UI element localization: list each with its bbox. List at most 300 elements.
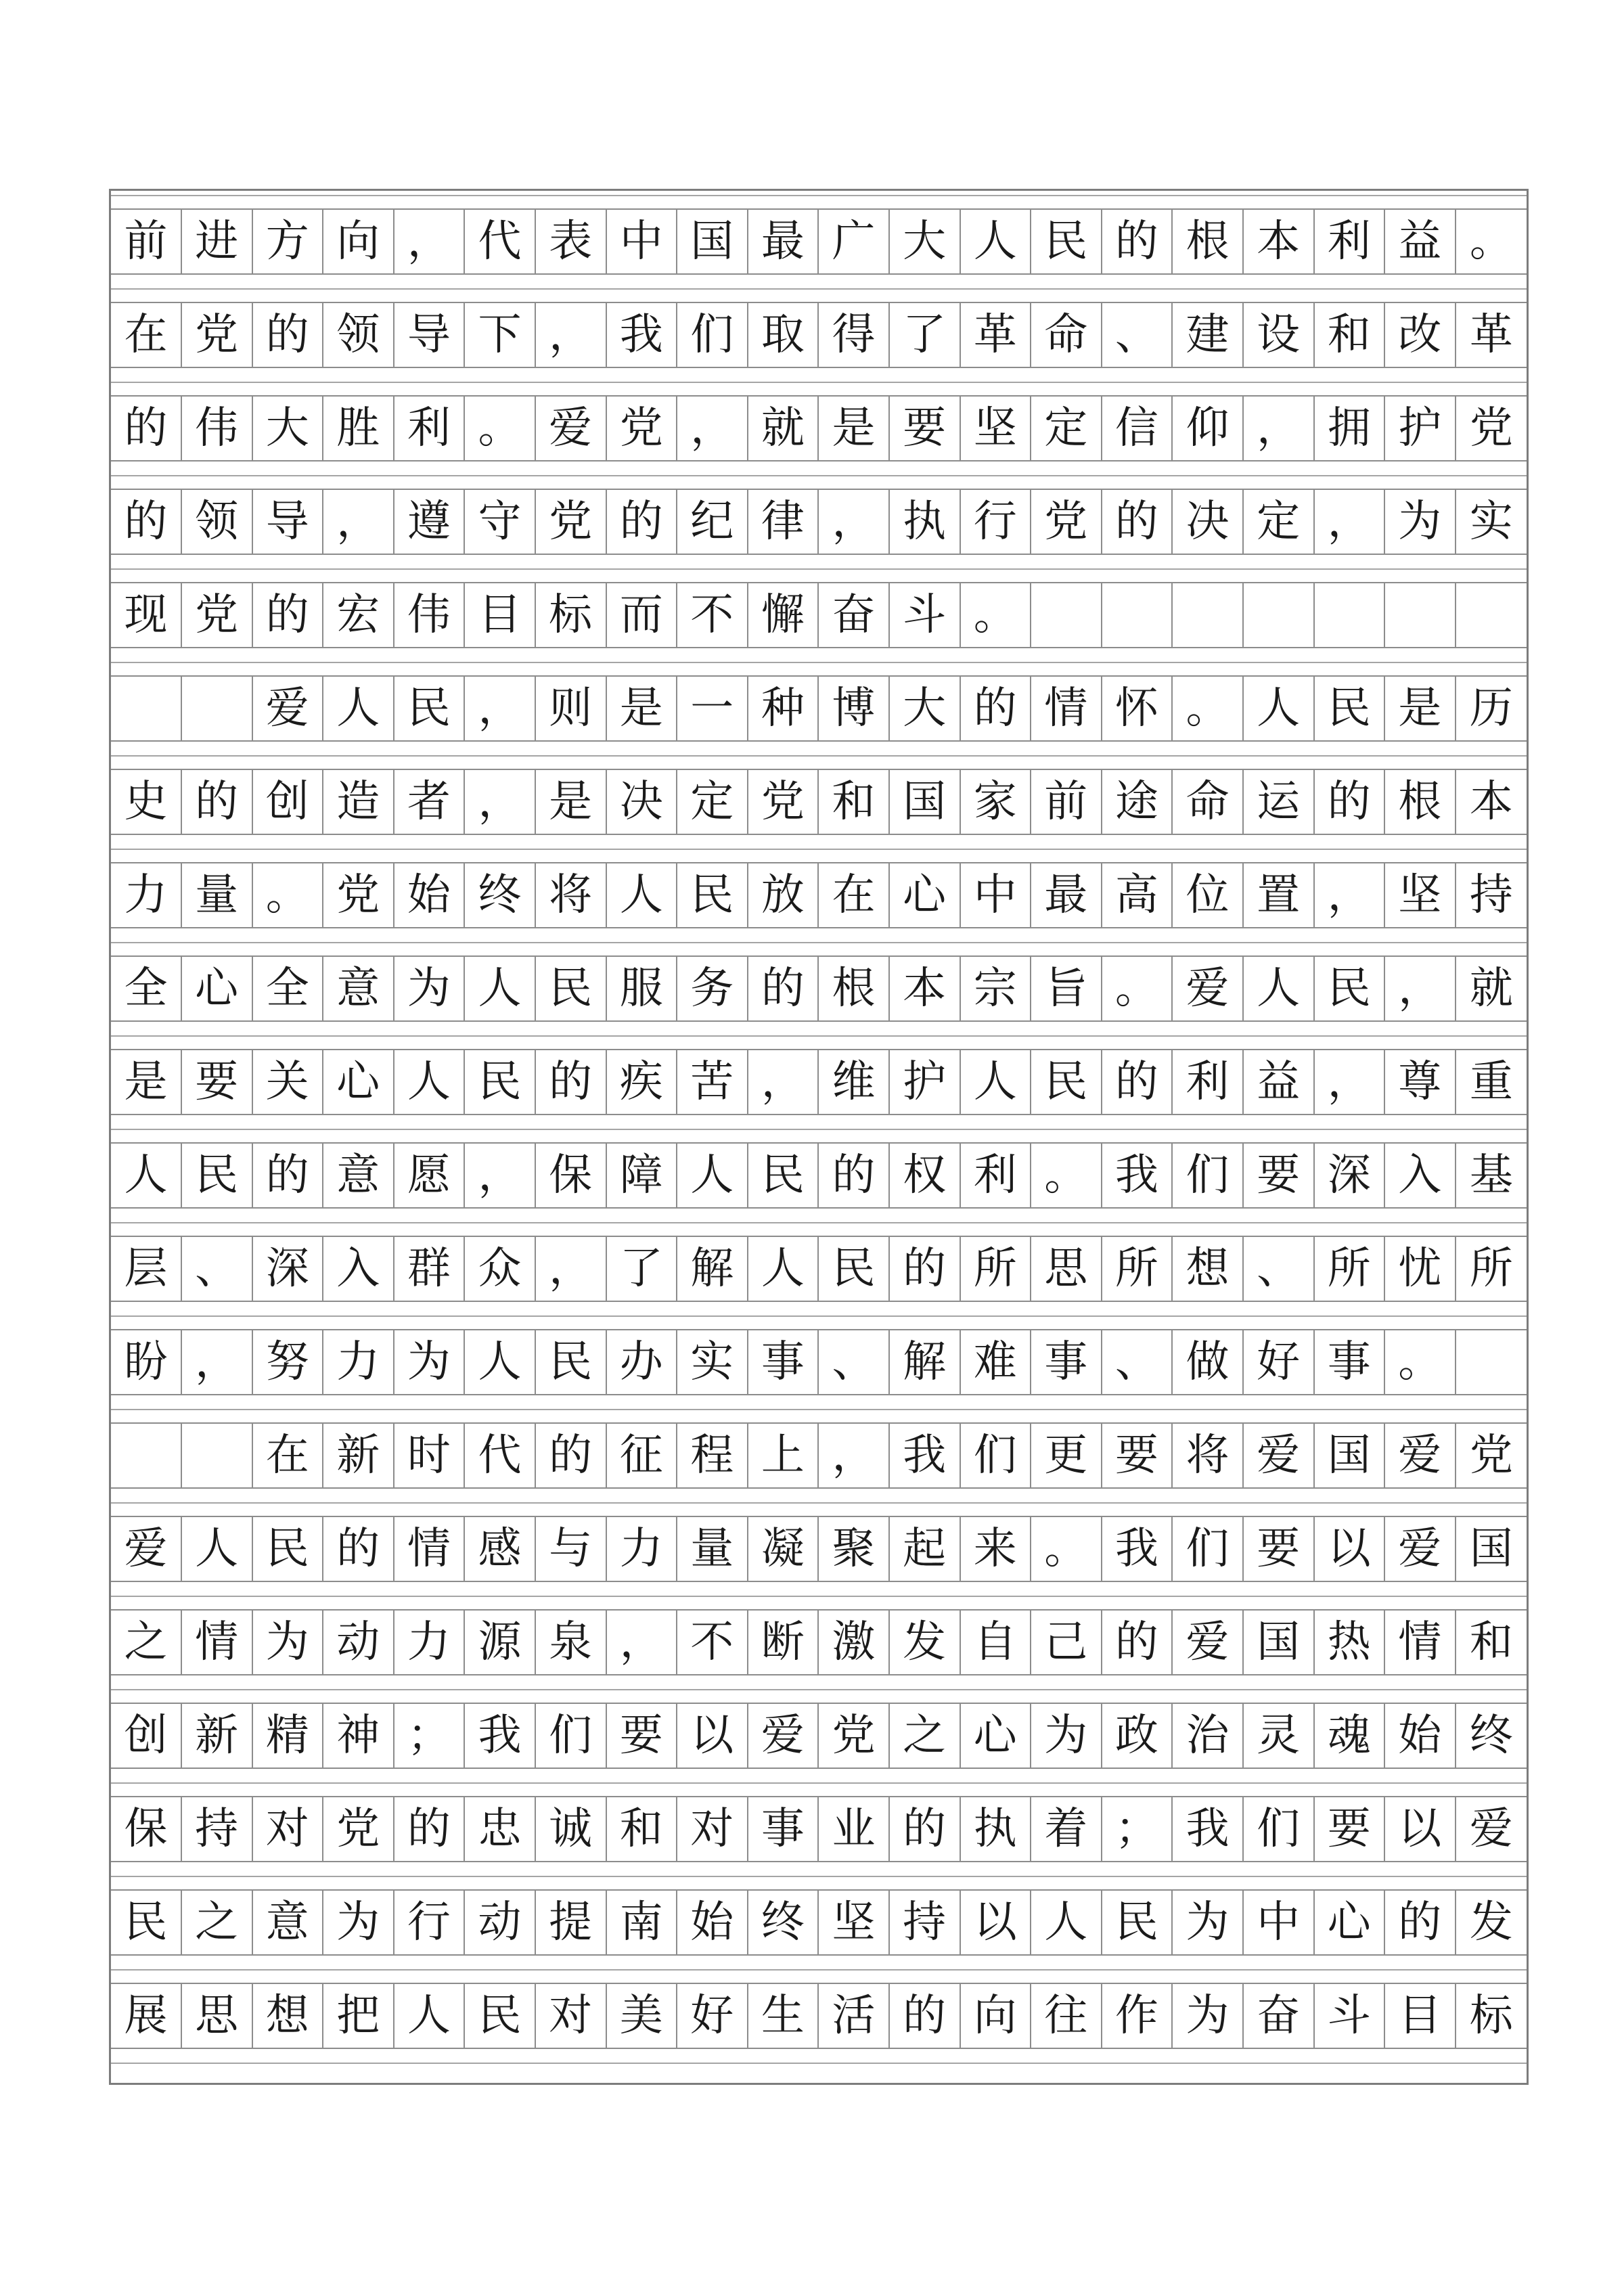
row-spacer-line xyxy=(111,942,1527,943)
grid-cell: ； xyxy=(1102,1797,1173,1861)
grid-cell: 和 xyxy=(606,1797,677,1861)
grid-cell: 下 xyxy=(465,303,536,367)
grid-cell: 决 xyxy=(606,770,677,834)
grid-cell: 中 xyxy=(960,863,1031,927)
grid-cell: 我 xyxy=(465,1704,536,1768)
grid-cell: 务 xyxy=(677,957,748,1020)
grid-cell: 们 xyxy=(677,303,748,367)
grid-cell: 国 xyxy=(1244,1611,1315,1674)
grid-cell: 魂 xyxy=(1314,1704,1385,1768)
grid-cell: 设 xyxy=(1244,303,1315,367)
grid-cell: 展 xyxy=(111,1984,182,2048)
grid-cell: 伟 xyxy=(182,397,253,460)
grid-cell: 做 xyxy=(1173,1330,1244,1394)
grid-cell: 拥 xyxy=(1314,397,1385,460)
grid-cell: 坚 xyxy=(819,1891,890,1954)
grid-cell: 人 xyxy=(465,1330,536,1394)
text-line xyxy=(111,582,1527,648)
grid-cell: 时 xyxy=(394,1424,465,1487)
grid-cell: 激 xyxy=(819,1611,890,1674)
grid-cell xyxy=(1031,583,1102,647)
grid-cell: 历 xyxy=(1469,683,1513,734)
grid-cell: 事 xyxy=(1031,1330,1102,1394)
grid-cell: ， xyxy=(465,1144,536,1207)
grid-cell: 来 xyxy=(960,1517,1031,1581)
grid-cell: 对 xyxy=(536,1984,607,2048)
text-line xyxy=(111,1422,1527,1489)
grid-cell: 斗 xyxy=(1314,1984,1385,2048)
grid-cell: 是 xyxy=(819,397,890,460)
grid-cell: 断 xyxy=(748,1611,819,1674)
text-line xyxy=(111,302,1527,368)
grid-cell: 解 xyxy=(677,1237,748,1301)
grid-cell: 遵 xyxy=(394,490,465,554)
grid-cell: 对 xyxy=(252,1797,323,1861)
grid-cell: 的 xyxy=(1385,1891,1456,1954)
grid-cell: 尊 xyxy=(1385,1050,1456,1114)
grid-cell: 好 xyxy=(1244,1330,1315,1394)
grid-cell: 、 xyxy=(182,1237,253,1301)
grid-cell: 爱 xyxy=(1173,957,1244,1020)
grid-cell: 标 xyxy=(1469,1991,1513,2041)
grid-cell: 则 xyxy=(536,677,607,740)
grid-cell: 途 xyxy=(1102,770,1173,834)
grid-cell: 之 xyxy=(111,1611,182,1674)
grid-cell: 在 xyxy=(111,303,182,367)
grid-cell: 者 xyxy=(394,770,465,834)
text-line xyxy=(111,395,1527,462)
grid-cell: 护 xyxy=(1385,397,1456,460)
grid-cell: 根 xyxy=(1173,210,1244,273)
grid-cell: 律 xyxy=(748,490,819,554)
grid-cell: 国 xyxy=(677,210,748,273)
grid-cell: 以 xyxy=(1314,1517,1385,1581)
text-line xyxy=(111,1609,1527,1675)
grid-cell: 民 xyxy=(1031,1050,1102,1114)
grid-cell: 以 xyxy=(677,1704,748,1768)
grid-cell: 人 xyxy=(960,1050,1031,1114)
grid-cell: 决 xyxy=(1173,490,1244,554)
grid-cell: 置 xyxy=(1244,863,1315,927)
grid-cell: 终 xyxy=(1469,1711,1513,1761)
grid-cell: 党 xyxy=(536,490,607,554)
grid-cell: 凝 xyxy=(748,1517,819,1581)
grid-cell: 为 xyxy=(1385,490,1456,554)
row-spacer-line xyxy=(111,662,1527,663)
grid-cell: 的 xyxy=(1102,1050,1173,1114)
grid-cell: 爱 xyxy=(748,1704,819,1768)
text-line xyxy=(111,1329,1527,1395)
grid-cell: ， xyxy=(1314,1050,1385,1114)
grid-cell xyxy=(182,1424,253,1487)
grid-cell: ； xyxy=(394,1704,465,1768)
grid-cell: 行 xyxy=(960,490,1031,554)
text-line xyxy=(111,1049,1527,1115)
grid-cell: 终 xyxy=(465,863,536,927)
grid-cell: 始 xyxy=(394,863,465,927)
grid-cell: 人 xyxy=(677,1144,748,1207)
grid-cell: 方 xyxy=(252,210,323,273)
grid-cell: 而 xyxy=(606,583,677,647)
grid-cell: 保 xyxy=(111,1797,182,1861)
grid-cell: 入 xyxy=(1385,1144,1456,1207)
grid-cell: 不 xyxy=(677,583,748,647)
grid-cell: 的 xyxy=(606,490,677,554)
grid-cell: 的 xyxy=(182,770,253,834)
grid-cell: 全 xyxy=(252,957,323,1020)
grid-cell: 盼 xyxy=(111,1330,182,1394)
grid-cell: 意 xyxy=(252,1891,323,1954)
grid-cell: 的 xyxy=(111,397,182,460)
grid-cell: 民 xyxy=(252,1517,323,1581)
grid-cell: 忧 xyxy=(1385,1237,1456,1301)
grid-cell: 、 xyxy=(1102,303,1173,367)
grid-cell: ， xyxy=(536,303,607,367)
grid-cell: 保 xyxy=(536,1144,607,1207)
grid-cell: 解 xyxy=(890,1330,961,1394)
grid-cell: 家 xyxy=(960,770,1031,834)
grid-cell: 、 xyxy=(1244,1237,1315,1301)
grid-cell: 党 xyxy=(323,863,394,927)
grid-cell: 将 xyxy=(1173,1424,1244,1487)
grid-cell xyxy=(1244,583,1315,647)
grid-cell: 导 xyxy=(252,490,323,554)
grid-cell: 运 xyxy=(1244,770,1315,834)
grid-cell: 人 xyxy=(111,1144,182,1207)
grid-cell: 事 xyxy=(1314,1330,1385,1394)
grid-cell: 神 xyxy=(323,1704,394,1768)
grid-cell: 的 xyxy=(394,1797,465,1861)
grid-cell: 程 xyxy=(677,1424,748,1487)
grid-cell: ， xyxy=(1385,957,1456,1020)
row-spacer-line xyxy=(111,1315,1527,1317)
grid-cell: 进 xyxy=(182,210,253,273)
grid-cell: 要 xyxy=(182,1050,253,1114)
grid-cell: 的 xyxy=(960,677,1031,740)
grid-cell: 创 xyxy=(111,1704,182,1768)
grid-cell: 量 xyxy=(182,863,253,927)
grid-cell: 作 xyxy=(1102,1984,1173,2048)
grid-cell: 代 xyxy=(465,1424,536,1487)
grid-cell: 领 xyxy=(182,490,253,554)
grid-cell: 的 xyxy=(111,490,182,554)
grid-cell: 情 xyxy=(1031,677,1102,740)
grid-cell: 所 xyxy=(960,1237,1031,1301)
grid-cell: 自 xyxy=(960,1611,1031,1674)
grid-cell: 民 xyxy=(465,1984,536,2048)
grid-cell: 革 xyxy=(960,303,1031,367)
grid-cell: 革 xyxy=(1469,310,1513,360)
grid-cell: 的 xyxy=(536,1050,607,1114)
grid-cell: 所 xyxy=(1102,1237,1173,1301)
grid-cell: 国 xyxy=(890,770,961,834)
grid-cell: 人 xyxy=(1031,1891,1102,1954)
grid-cell: 。 xyxy=(1385,1330,1456,1394)
grid-cell: 懈 xyxy=(748,583,819,647)
grid-cell: ， xyxy=(819,1424,890,1487)
grid-cell: 造 xyxy=(323,770,394,834)
grid-cell: 疾 xyxy=(606,1050,677,1114)
row-spacer-line xyxy=(111,195,1527,196)
grid-cell: 中 xyxy=(1244,1891,1315,1954)
grid-cell: 为 xyxy=(394,957,465,1020)
grid-cell: 怀 xyxy=(1102,677,1173,740)
grid-cell: 人 xyxy=(394,1984,465,2048)
grid-cell: 不 xyxy=(677,1611,748,1674)
grid-cell: 业 xyxy=(819,1797,890,1861)
grid-cell: 对 xyxy=(677,1797,748,1861)
grid-cell: 民 xyxy=(1102,1891,1173,1954)
grid-cell: 种 xyxy=(748,677,819,740)
grid-cell: 党 xyxy=(1469,403,1513,453)
grid-cell: 党 xyxy=(819,1704,890,1768)
row-spacer-line xyxy=(111,849,1527,850)
grid-cell: 党 xyxy=(1031,490,1102,554)
grid-cell: ， xyxy=(1314,490,1385,554)
grid-cell: 为 xyxy=(252,1611,323,1674)
grid-cell: 维 xyxy=(819,1050,890,1114)
grid-cell: ， xyxy=(1314,863,1385,927)
row-spacer-line xyxy=(111,1035,1527,1037)
grid-cell: 民 xyxy=(1314,677,1385,740)
grid-cell: 心 xyxy=(960,1704,1031,1768)
grid-cell: ， xyxy=(465,770,536,834)
grid-cell: 民 xyxy=(677,863,748,927)
grid-cell: 命 xyxy=(1031,303,1102,367)
grid-cell: 人 xyxy=(323,677,394,740)
grid-cell: 持 xyxy=(182,1797,253,1861)
grid-cell: 建 xyxy=(1173,303,1244,367)
grid-cell: 人 xyxy=(606,863,677,927)
grid-cell: 人 xyxy=(960,210,1031,273)
row-spacer-line xyxy=(111,568,1527,570)
grid-cell: 就 xyxy=(748,397,819,460)
grid-cell: 我 xyxy=(606,303,677,367)
grid-cell: 动 xyxy=(323,1611,394,1674)
grid-cell: 民 xyxy=(111,1891,182,1954)
grid-cell: 导 xyxy=(394,303,465,367)
grid-cell xyxy=(1102,583,1173,647)
grid-cell: 民 xyxy=(748,1144,819,1207)
grid-cell: 们 xyxy=(960,1424,1031,1487)
grid-cell: 事 xyxy=(748,1330,819,1394)
grid-cell: 持 xyxy=(890,1891,961,1954)
text-line xyxy=(111,1983,1527,2049)
grid-cell: 我 xyxy=(890,1424,961,1487)
grid-cell: 爱 xyxy=(1385,1517,1456,1581)
grid-cell: 情 xyxy=(1385,1611,1456,1674)
grid-cell xyxy=(1385,583,1456,647)
grid-cell: 努 xyxy=(252,1330,323,1394)
row-spacer-line xyxy=(111,1689,1527,1690)
grid-cell: 的 xyxy=(536,1424,607,1487)
grid-cell xyxy=(1456,583,1527,647)
grid-cell: 的 xyxy=(890,1797,961,1861)
grid-cell: 、 xyxy=(1102,1330,1173,1394)
text-line xyxy=(111,1516,1527,1582)
grid-cell: 心 xyxy=(182,957,253,1020)
grid-cell: 苦 xyxy=(677,1050,748,1114)
grid-cell: 党 xyxy=(182,583,253,647)
text-line xyxy=(111,862,1527,928)
grid-cell: 要 xyxy=(1102,1424,1173,1487)
grid-cell: 改 xyxy=(1385,303,1456,367)
grid-cell: 和 xyxy=(1469,1617,1513,1667)
grid-cell: 力 xyxy=(111,863,182,927)
grid-cell: 意 xyxy=(323,957,394,1020)
grid-cell: 代 xyxy=(465,210,536,273)
row-spacer-line xyxy=(111,1129,1527,1130)
grid-cell: 纪 xyxy=(677,490,748,554)
grid-cell: 人 xyxy=(1244,677,1315,740)
grid-cell: 新 xyxy=(182,1704,253,1768)
grid-cell: 想 xyxy=(1173,1237,1244,1301)
grid-cell: 聚 xyxy=(819,1517,890,1581)
grid-cell: 的 xyxy=(252,1144,323,1207)
grid-cell: 诚 xyxy=(536,1797,607,1861)
grid-cell: 的 xyxy=(252,303,323,367)
grid-cell: 民 xyxy=(536,1330,607,1394)
grid-cell: ， xyxy=(182,1330,253,1394)
row-spacer-line xyxy=(111,1502,1527,1504)
grid-cell: 人 xyxy=(748,1237,819,1301)
grid-cell: 要 xyxy=(890,397,961,460)
grid-cell: 意 xyxy=(323,1144,394,1207)
grid-cell: 人 xyxy=(465,957,536,1020)
grid-cell: 党 xyxy=(606,397,677,460)
grid-cell: 想 xyxy=(252,1984,323,2048)
grid-cell: 权 xyxy=(890,1144,961,1207)
grid-cell: 益 xyxy=(1244,1050,1315,1114)
grid-cell: 人 xyxy=(1244,957,1315,1020)
grid-cell: 大 xyxy=(252,397,323,460)
grid-cell: 入 xyxy=(323,1237,394,1301)
grid-cell: 护 xyxy=(890,1050,961,1114)
grid-cell: 党 xyxy=(748,770,819,834)
grid-cell: 们 xyxy=(1173,1144,1244,1207)
grid-cell: 要 xyxy=(1314,1797,1385,1861)
grid-cell: 们 xyxy=(1173,1517,1244,1581)
grid-cell: 利 xyxy=(394,397,465,460)
grid-cell: 民 xyxy=(182,1144,253,1207)
grid-cell: 。 xyxy=(465,397,536,460)
grid-cell: 们 xyxy=(1244,1797,1315,1861)
grid-cell: 起 xyxy=(890,1517,961,1581)
grid-cell: 向 xyxy=(960,1984,1031,2048)
grid-cell: 斗 xyxy=(890,583,961,647)
grid-cell: 史 xyxy=(111,770,182,834)
grid-cell: 众 xyxy=(465,1237,536,1301)
grid-cell: 是 xyxy=(536,770,607,834)
grid-cell: 事 xyxy=(748,1797,819,1861)
grid-cell xyxy=(1456,1330,1527,1394)
grid-cell: 根 xyxy=(819,957,890,1020)
grid-cell: 己 xyxy=(1031,1611,1102,1674)
grid-cell: 所 xyxy=(1469,1244,1513,1294)
grid-cell: 最 xyxy=(748,210,819,273)
grid-cell: 行 xyxy=(394,1891,465,1954)
grid-cell: ， xyxy=(1244,397,1315,460)
grid-cell: 活 xyxy=(819,1984,890,2048)
grid-cell: 新 xyxy=(323,1424,394,1487)
grid-cell: 。 xyxy=(1102,957,1173,1020)
grid-cell: 要 xyxy=(1244,1517,1315,1581)
grid-cell: 领 xyxy=(323,303,394,367)
grid-cell: 灵 xyxy=(1244,1704,1315,1768)
grid-cell: 持 xyxy=(1469,870,1513,920)
grid-cell: 心 xyxy=(890,863,961,927)
grid-cell: 的 xyxy=(1102,490,1173,554)
grid-cell: 与 xyxy=(536,1517,607,1581)
grid-cell: 民 xyxy=(819,1237,890,1301)
row-spacer-line xyxy=(111,1222,1527,1223)
grid-cell: 关 xyxy=(252,1050,323,1114)
text-line xyxy=(111,769,1527,835)
grid-cell: 伟 xyxy=(394,583,465,647)
grid-cell: 爱 xyxy=(111,1517,182,1581)
grid-cell: 终 xyxy=(748,1891,819,1954)
row-spacer-line xyxy=(111,1782,1527,1784)
grid-cell: 障 xyxy=(606,1144,677,1207)
grid-cell: 思 xyxy=(182,1984,253,2048)
grid-cell: 在 xyxy=(252,1424,323,1487)
grid-cell: 和 xyxy=(1314,303,1385,367)
grid-cell: 爱 xyxy=(1385,1424,1456,1487)
text-line xyxy=(111,1889,1527,1956)
grid-cell: 之 xyxy=(182,1891,253,1954)
grid-cell: 国 xyxy=(1314,1424,1385,1487)
grid-cell: 力 xyxy=(323,1330,394,1394)
grid-cell: 守 xyxy=(465,490,536,554)
grid-cell: 奋 xyxy=(1244,1984,1315,2048)
grid-cell: 宏 xyxy=(323,583,394,647)
grid-cell: 更 xyxy=(1031,1424,1102,1487)
row-spacer-line xyxy=(111,1596,1527,1597)
grid-cell: 取 xyxy=(748,303,819,367)
grid-cell: 本 xyxy=(890,957,961,1020)
grid-cell: 标 xyxy=(536,583,607,647)
grid-cell: 放 xyxy=(748,863,819,927)
grid-cell: 利 xyxy=(1173,1050,1244,1114)
grid-cell: 要 xyxy=(1244,1144,1315,1207)
grid-cell: 旨 xyxy=(1031,957,1102,1020)
grid-cell: 美 xyxy=(606,1984,677,2048)
grid-cell: 发 xyxy=(1469,1897,1513,1948)
grid-cell: 中 xyxy=(606,210,677,273)
grid-cell: 以 xyxy=(960,1891,1031,1954)
grid-cell: 最 xyxy=(1031,863,1102,927)
grid-cell: 好 xyxy=(677,1984,748,2048)
grid-cell: 的 xyxy=(890,1237,961,1301)
row-spacer-line xyxy=(111,1409,1527,1410)
grid-cell: 要 xyxy=(606,1704,677,1768)
grid-cell: 命 xyxy=(1173,770,1244,834)
grid-cell: 。 xyxy=(1173,677,1244,740)
grid-cell: 为 xyxy=(1173,1984,1244,2048)
row-spacer-line xyxy=(111,288,1527,290)
grid-cell: 热 xyxy=(1314,1611,1385,1674)
grid-cell: 实 xyxy=(1469,497,1513,547)
grid-cell: 着 xyxy=(1031,1797,1102,1861)
grid-cell: 。 xyxy=(1469,217,1513,267)
grid-cell: 就 xyxy=(1469,964,1513,1014)
text-line xyxy=(111,1703,1527,1769)
grid-cell: 定 xyxy=(1244,490,1315,554)
grid-cell: 定 xyxy=(1031,397,1102,460)
grid-cell: 始 xyxy=(1385,1704,1456,1768)
grid-cell: 政 xyxy=(1102,1704,1173,1768)
grid-cell: 难 xyxy=(960,1330,1031,1394)
